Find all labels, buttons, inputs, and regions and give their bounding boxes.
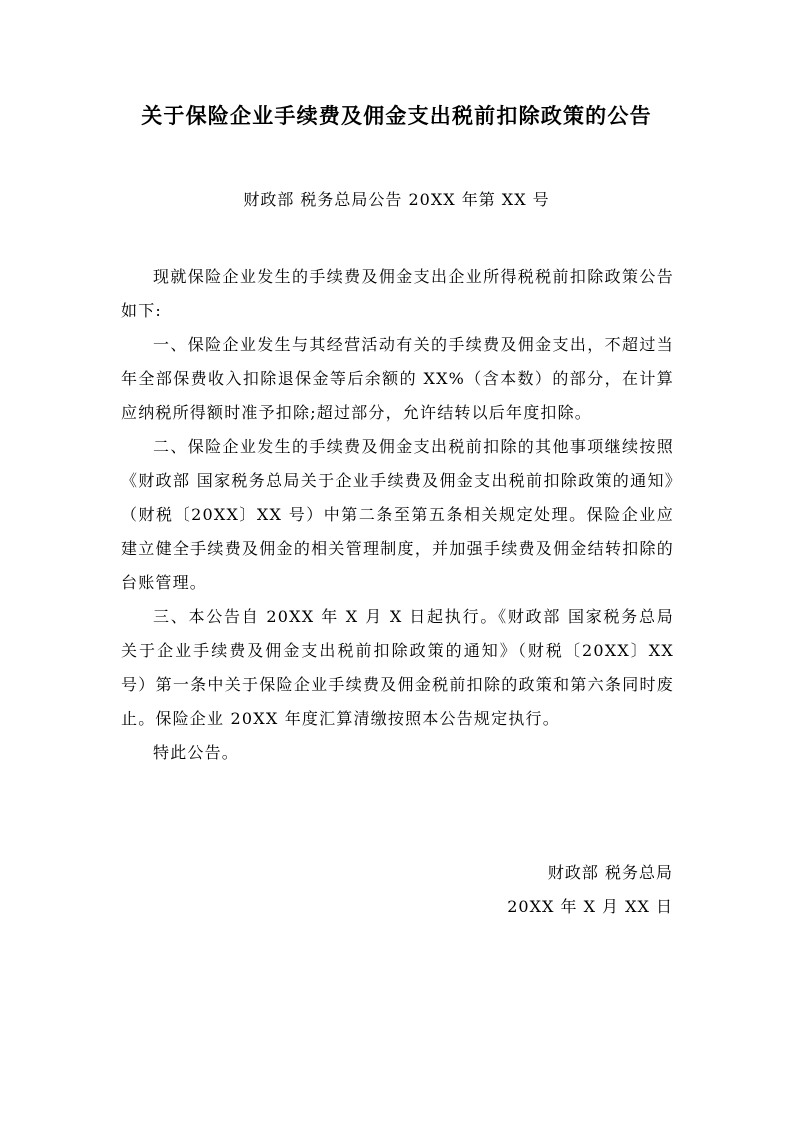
signature-block <box>400 856 673 924</box>
closing-paragraph: 特此公告。 <box>153 743 240 762</box>
issuer-name: 财政部 税务总局 <box>547 863 673 882</box>
issue-date: 20XX 年 X 月 XX 日 <box>507 897 673 916</box>
document-title: 关于保险企业手续费及佣金支出税前扣除政策的公告 <box>141 103 652 128</box>
clause-three-paragraph: 三、本公告自 20XX 年 X 月 X 日起执行。《财政部 国家税务总局关于企业手续费及佣金支出税前扣除政策的通知》（财税〔20XX〕XX 号）第一条中关于保险企业手续费及佣金税前扣除的政策和第六条同时废止。保险企业 20XX 年度汇算清缴按照本公告规定执行。 <box>121 607 674 728</box>
intro-paragraph: 现就保险企业发生的手续费及佣金支出企业所得税税前扣除政策公告如下: <box>121 267 674 320</box>
document-body <box>121 260 674 770</box>
clause-one-paragraph: 一、保险企业发生与其经营活动有关的手续费及佣金支出，不超过当年全部保费收入扣除退保金等后余额的 XX%（含本数）的部分，在计算应纳税所得额时准予扣除;超过部分，允许结转以后年度扣除。 <box>121 335 674 422</box>
clause-two-paragraph: 二、保险企业发生的手续费及佣金支出税前扣除的其他事项继续按照《财政部 国家税务总局关于企业手续费及佣金支出税前扣除政策的通知》（财税〔20XX〕XX 号）中第二条至第五条相关规定处理。保险企业应建立健全手续费及佣金的相关管理制度，并加强手续费及佣金结转扣除的台账管理。 <box>121 437 674 592</box>
document-number: 财政部 税务总局公告 20XX 年第 XX 号 <box>243 190 550 209</box>
